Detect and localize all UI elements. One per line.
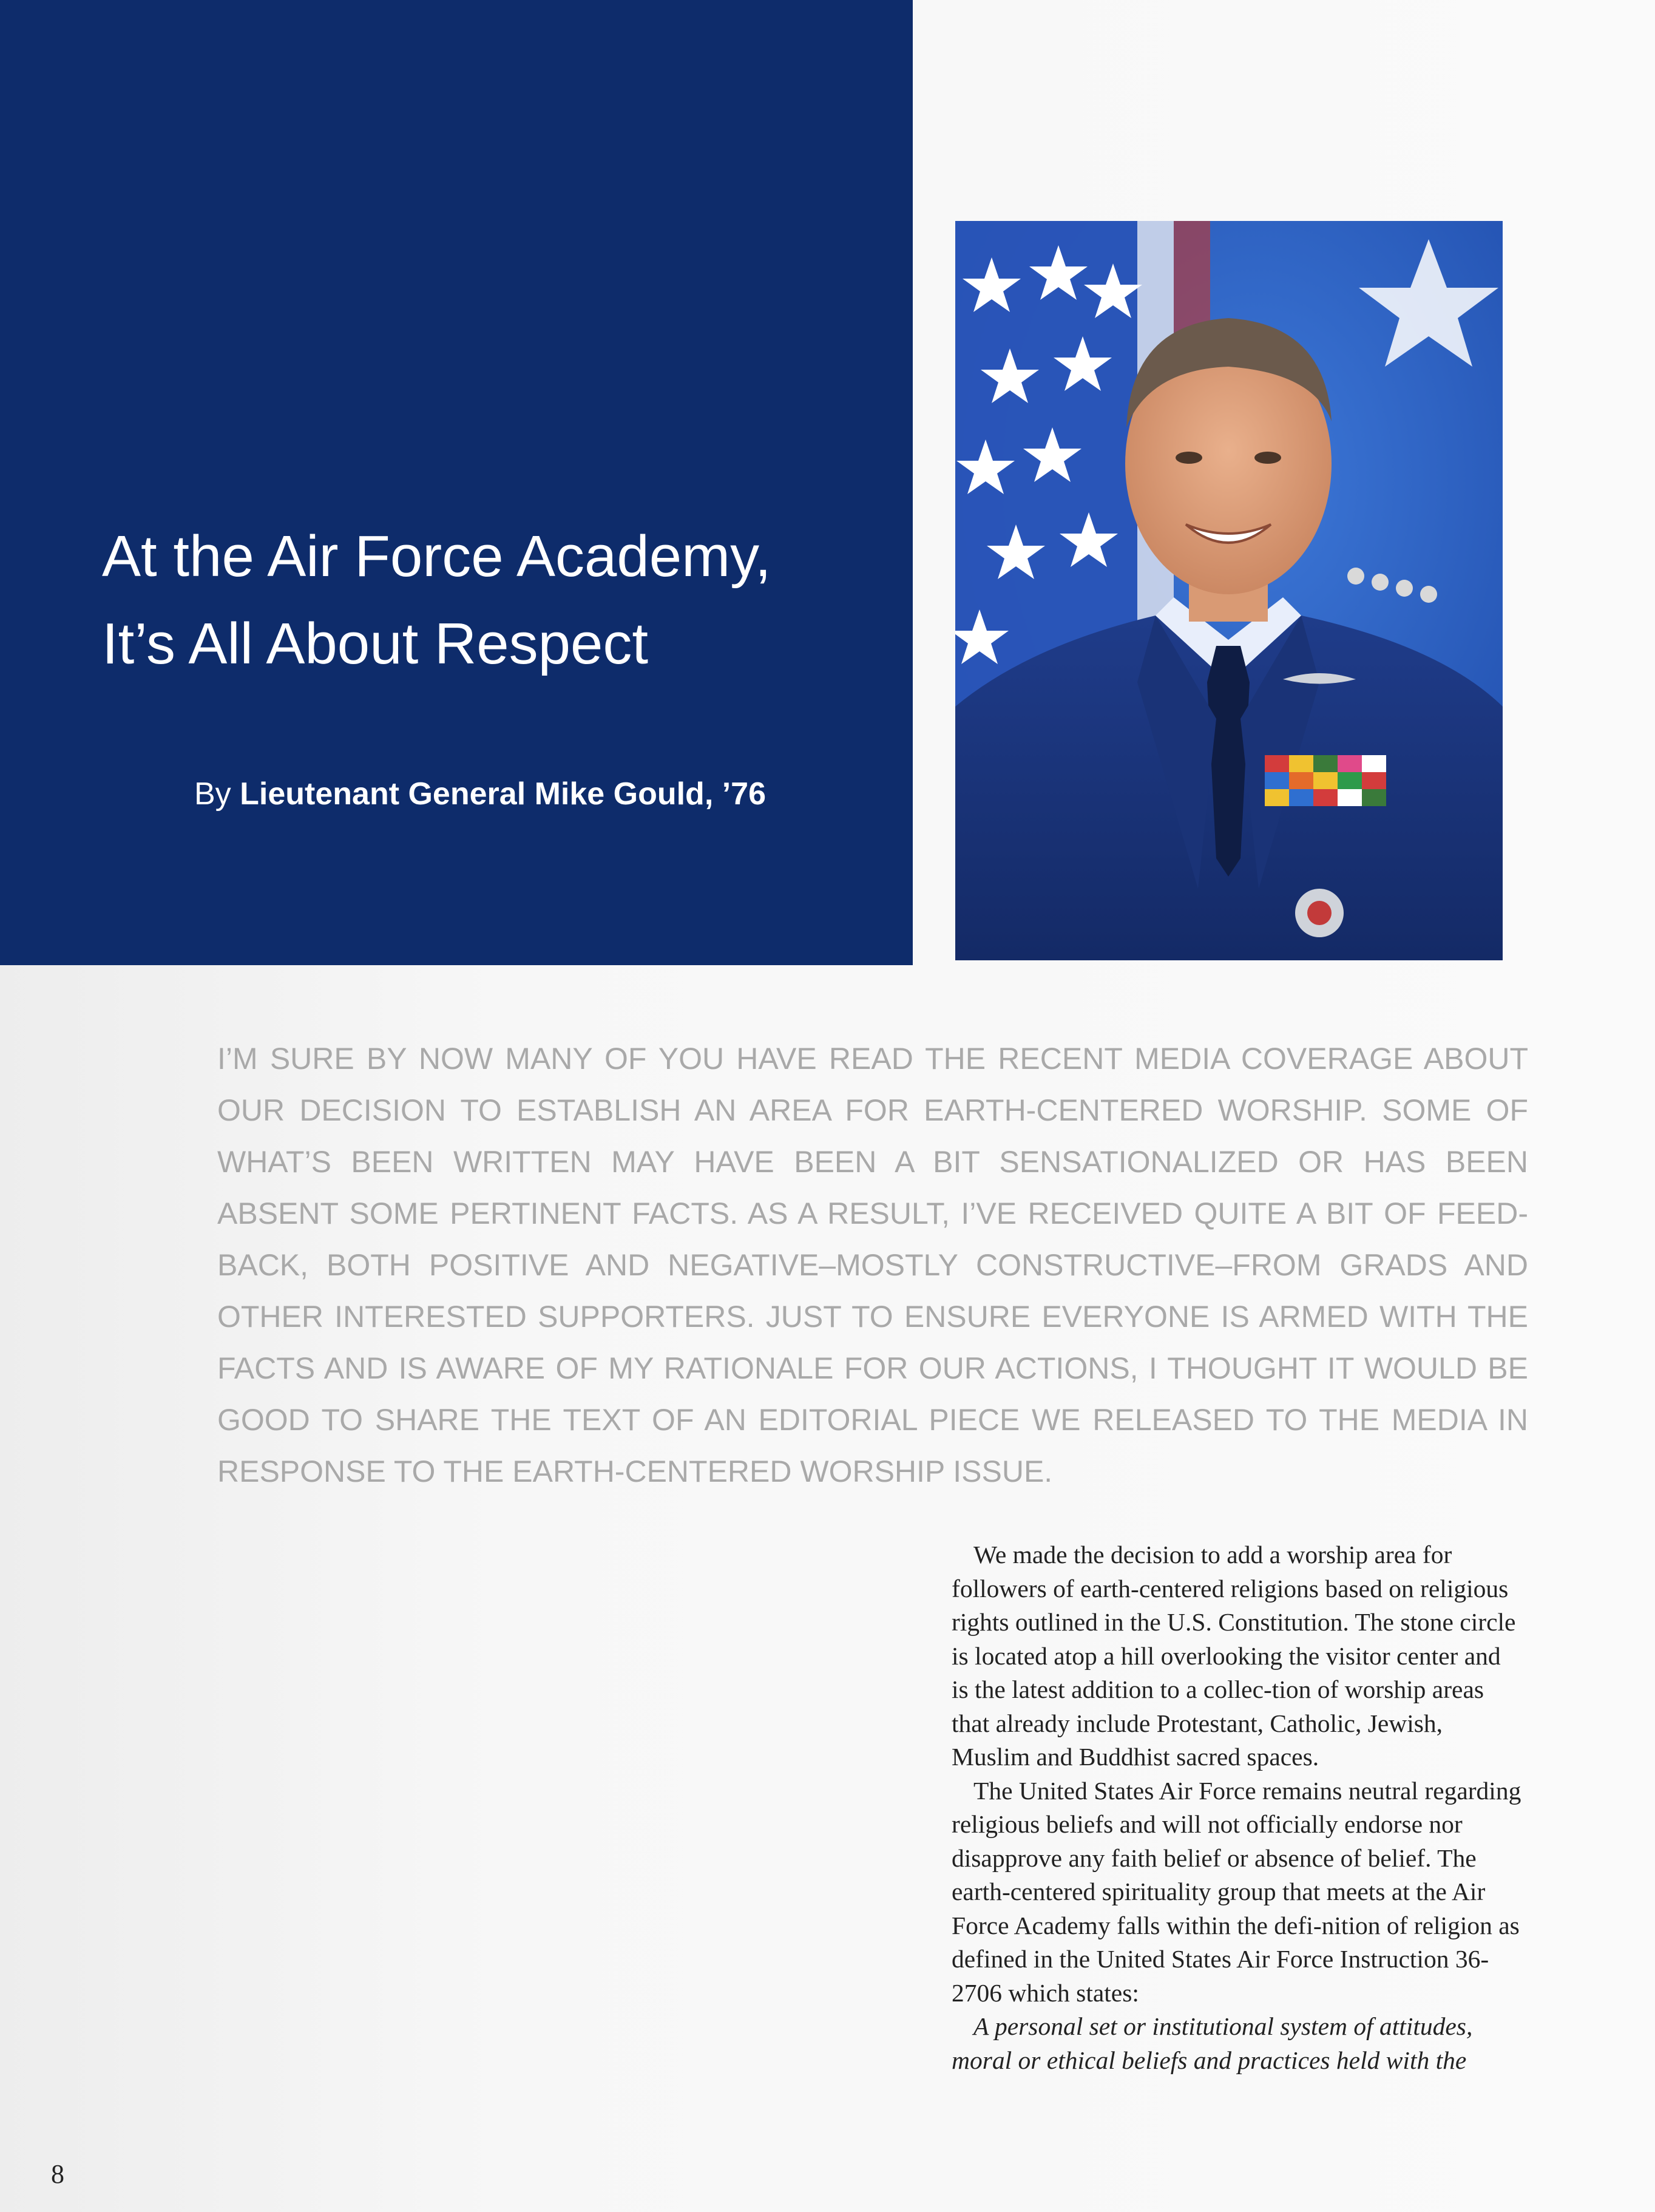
byline-prefix: By	[194, 776, 231, 812]
byline-author: Lieutenant General Mike Gould, ’76	[240, 776, 767, 812]
article-title	[102, 513, 891, 688]
quoted-definition: A personal set or institutional system of attitudes, moral or ethical beliefs and practices held with the	[952, 2012, 1473, 2074]
body-paragraph-2: The United States Air Force remains neutral regarding religious beliefs and will not officially endorse nor disapprove any faith belief or absence of belief. The earth-centered spirituality group that meets at the Air Force Academy falls within the defi-nition of religion as defined in the United States Air Force Instruction 36-2706 which states:	[952, 1776, 1521, 2007]
author-portrait	[955, 221, 1503, 960]
page-number: 8	[51, 2159, 64, 2189]
title-line-1: At the Air Force Academy,	[102, 524, 771, 589]
title-line-2: It’s All About Respect	[102, 611, 649, 676]
title-panel	[0, 0, 913, 965]
body-paragraph-1: We made the decision to add a worship area for followers of earth-centered religions based on religious rights outlined in the U.S. Constitution. The stone circle is located atop a hill overlooking the visitor center and is the latest addition to a collec-tion of worship areas that already include Protestant, Catholic, Jewish, Muslim and Buddhist sacred spaces.	[952, 1541, 1516, 1771]
intro-paragraph: I’M SURE BY NOW MANY OF YOU HAVE READ THE RECENT MEDIA COVERAGE ABOUT OUR DECISION TO ESTABLISH AN AREA FOR EARTH-CENTERED WORSHIP. SOME OF WHAT’S BEEN WRITTEN MAY HAVE BEEN A BIT SENSATIONALIZED OR HAS BEEN ABSENT SOME PERTINENT FACTS. AS A RESULT, I’VE RECEIVED QUITE A BIT OF FEED-BACK, BOTH POSITIVE AND NEGATIVE–MOSTLY CONSTRUCTIVE–FROM GRADS AND OTHER INTERESTED SUPPORTERS. JUST TO ENSURE EVERYONE IS ARMED WITH THE FACTS AND IS AWARE OF MY RATIONALE FOR OUR ACTIONS, I THOUGHT IT WOULD BE GOOD TO SHARE THE TEXT OF AN EDITORIAL PIECE WE RELEASED TO THE MEDIA IN RESPONSE TO THE EARTH-CENTERED WORSHIP ISSUE.	[217, 1042, 1528, 1488]
ribbon-rack	[1265, 755, 1386, 806]
article-body	[952, 1538, 1522, 2077]
byline	[194, 776, 892, 812]
